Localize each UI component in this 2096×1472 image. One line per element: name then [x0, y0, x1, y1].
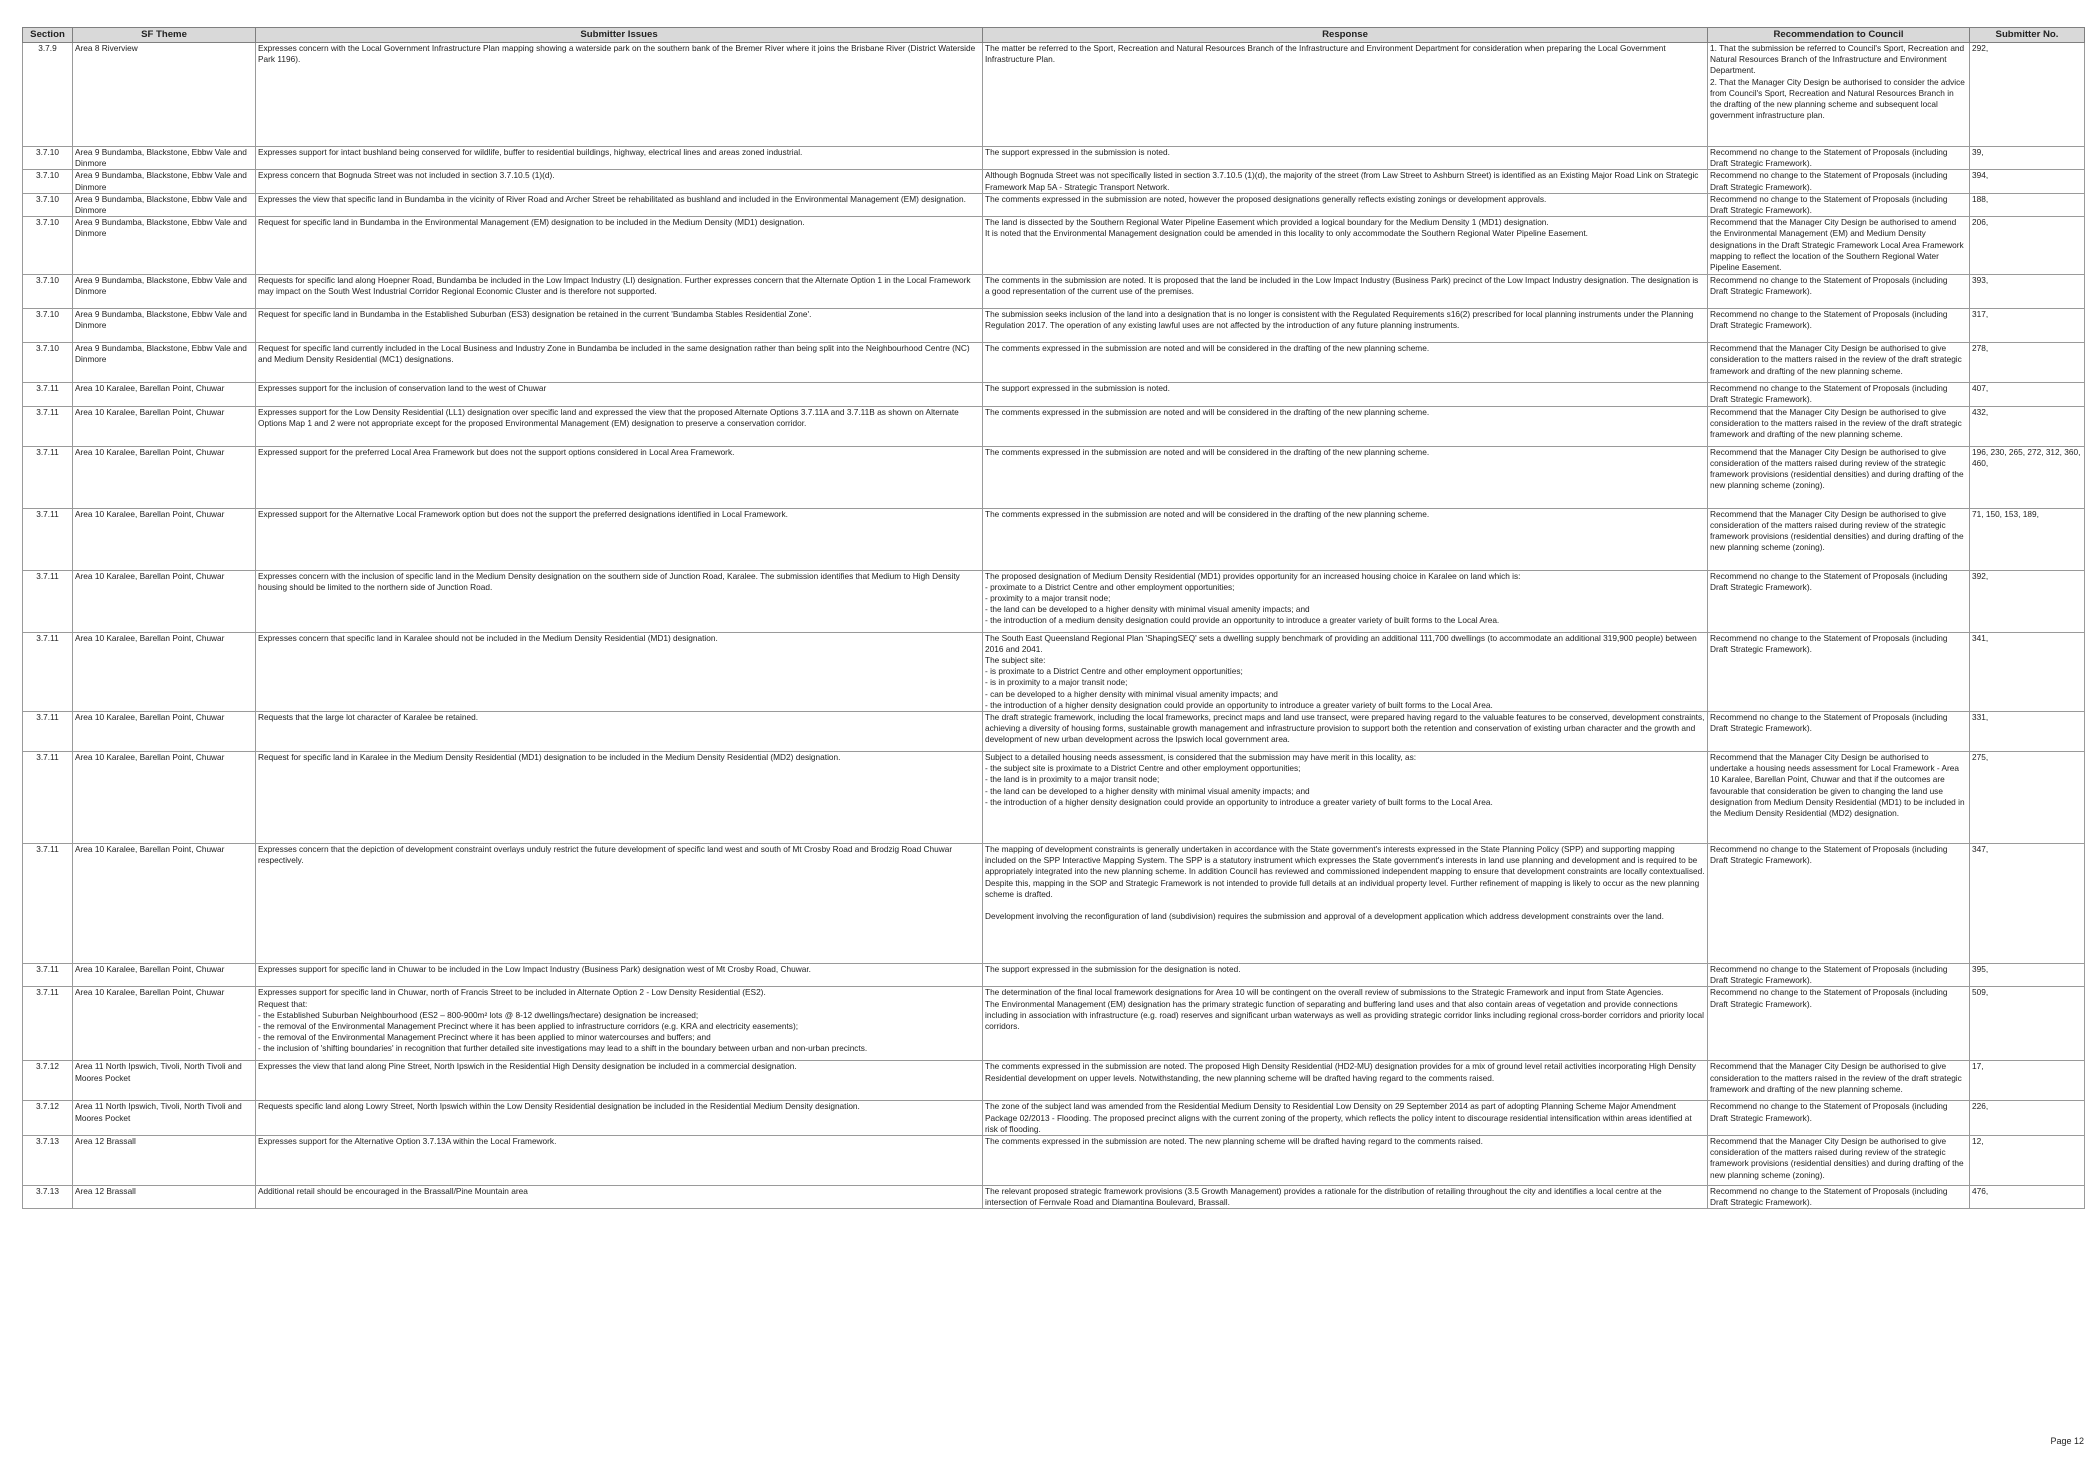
- cell-response: The relevant proposed strategic framework provisions (3.5 Growth Management) provides a rationale for the distribution of retailing throughout the city and identifies a local centre at the intersection of Fernvale Road and Diamantina Boulevard, Brassall.: [983, 1186, 1708, 1209]
- table-row: [23, 1101, 2085, 1136]
- table-row: [23, 446, 2085, 508]
- cell-submitter-no: 17,: [1970, 1061, 2085, 1101]
- cell-recommendation: Recommend no change to the Statement of Proposals (including Draft Strategic Framework).: [1708, 1101, 1970, 1136]
- cell-submitter-no: 196, 230, 265, 272, 312, 360, 460,: [1970, 446, 2085, 508]
- cell-recommendation: Recommend no change to the Statement of Proposals (including Draft Strategic Framework).: [1708, 987, 1970, 1061]
- cell-sf-theme: Area 9 Bundamba, Blackstone, Ebbw Vale and Dinmore: [73, 275, 256, 309]
- cell-submitter-no: 432,: [1970, 406, 2085, 446]
- cell-section: 3.7.11: [23, 844, 73, 964]
- cell-submitter-no: 394,: [1970, 170, 2085, 193]
- cell-recommendation: Recommend that the Manager City Design be authorised to give consideration to the matters raised in the review of the draft strategic framework and drafting of the new planning scheme.: [1708, 1061, 1970, 1101]
- cell-response: The submission seeks inclusion of the land into a designation that is no longer is consistent with the Regulated Requirements s16(2) prescribed for local planning instruments under the Planning Regulation 2017. The operation of any existing lawful uses are not affected by the introduction of any future planning instruments.: [983, 309, 1708, 343]
- cell-recommendation: Recommend that the Manager City Design be authorised to give consideration of the matters raised during review of the strategic framework provisions (residential densities) and during drafting of the new planning scheme (zoning).: [1708, 508, 1970, 570]
- cell-submitter-issues: Request for specific land in Bundamba in the Established Suburban (ES3) designation be retained in the current 'Bundamba Stables Residential Zone'.: [256, 309, 983, 343]
- cell-recommendation: Recommend that the Manager City Design be authorised to give consideration of the matters raised during review of the strategic framework provisions (residential densities) and during drafting of the new planning scheme (zoning).: [1708, 446, 1970, 508]
- cell-response: The comments expressed in the submission are noted. The new planning scheme will be drafted having regard to the comments raised.: [983, 1136, 1708, 1186]
- cell-response: The matter be referred to the Sport, Recreation and Natural Resources Branch of the Infrastructure and Environment Department for consideration when preparing the Local Government Infrastructure Plan.: [983, 43, 1708, 147]
- cell-sf-theme: Area 8 Riverview: [73, 43, 256, 147]
- cell-submitter-issues: Expresses concern that the depiction of development constraint overlays unduly restrict the future development of specific land west and south of Mt Crosby Road and Brodzig Road Chuwar respectively.: [256, 844, 983, 964]
- cell-sf-theme: Area 10 Karalee, Barellan Point, Chuwar: [73, 632, 256, 711]
- table-row: [23, 632, 2085, 711]
- cell-recommendation: Recommend no change to the Statement of Proposals (including Draft Strategic Framework).: [1708, 275, 1970, 309]
- cell-submitter-no: 341,: [1970, 632, 2085, 711]
- cell-submitter-no: 39,: [1970, 147, 2085, 170]
- cell-sf-theme: Area 9 Bundamba, Blackstone, Ebbw Vale and Dinmore: [73, 147, 256, 170]
- cell-sf-theme: Area 10 Karalee, Barellan Point, Chuwar: [73, 712, 256, 752]
- cell-section: 3.7.10: [23, 170, 73, 193]
- cell-section: 3.7.13: [23, 1136, 73, 1186]
- cell-sf-theme: Area 10 Karalee, Barellan Point, Chuwar: [73, 570, 256, 632]
- cell-response: The land is dissected by the Southern Regional Water Pipeline Easement which provided a logical boundary for the Medium Density 1 (MD1) designation. It is noted that the Environmental Management designation could be amended in this locality to only accommodate the Southern Regional Water Pipeline Easement.: [983, 217, 1708, 275]
- cell-recommendation: Recommend no change to the Statement of Proposals (including Draft Strategic Framework).: [1708, 844, 1970, 964]
- cell-submitter-no: 393,: [1970, 275, 2085, 309]
- cell-submitter-issues: Expresses support for the inclusion of conservation land to the west of Chuwar: [256, 383, 983, 406]
- table-row: [23, 987, 2085, 1061]
- header-sf-theme: SF Theme: [73, 28, 256, 43]
- table-row: [23, 193, 2085, 216]
- cell-submitter-issues: Requests specific land along Lowry Street, North Ipswich within the Low Density Residential designation be included in the Residential Medium Density designation.: [256, 1101, 983, 1136]
- submissions-table: [22, 27, 2085, 1209]
- cell-recommendation: Recommend no change to the Statement of Proposals (including Draft Strategic Framework).: [1708, 1186, 1970, 1209]
- cell-recommendation: Recommend no change to the Statement of Proposals (including Draft Strategic Framework).: [1708, 309, 1970, 343]
- cell-sf-theme: Area 12 Brassall: [73, 1186, 256, 1209]
- page-number: Page 12: [2050, 1436, 2084, 1446]
- cell-response: The comments expressed in the submission are noted. The proposed High Density Residential (HD2-MU) designation provides for a mix of ground level retail activities incorporating High Density Residential development on upper levels. Notwithstanding, the new planning scheme will be drafted having regard to the comments raised.: [983, 1061, 1708, 1101]
- cell-submitter-issues: Expresses the view that land along Pine Street, North Ipswich in the Residential High Density designation be included in a commercial designation.: [256, 1061, 983, 1101]
- cell-response: The support expressed in the submission for the designation is noted.: [983, 964, 1708, 987]
- table-row: [23, 1136, 2085, 1186]
- cell-response: The support expressed in the submission is noted.: [983, 383, 1708, 406]
- cell-section: 3.7.11: [23, 570, 73, 632]
- cell-submitter-no: 206,: [1970, 217, 2085, 275]
- cell-submitter-issues: Expresses the view that specific land in Bundamba in the vicinity of River Road and Archer Street be rehabilitated as bushland and included in the Environmental Management (EM) designation.: [256, 193, 983, 216]
- cell-recommendation: 1. That the submission be referred to Council's Sport, Recreation and Natural Resources Branch of the Infrastructure and Environment Department. 2. That the Manager City Design be authorised to consider the advice from Council's Sport, Recreation and Natural Resources Branch in the drafting of the new planning scheme and subsequent local government infrastructure plan.: [1708, 43, 1970, 147]
- cell-sf-theme: Area 9 Bundamba, Blackstone, Ebbw Vale and Dinmore: [73, 193, 256, 216]
- cell-submitter-issues: Request for specific land in Bundamba in the Environmental Management (EM) designation to be included in the Medium Density (MD1) designation.: [256, 217, 983, 275]
- cell-section: 3.7.10: [23, 217, 73, 275]
- cell-submitter-issues: Expresses support for specific land in Chuwar, north of Francis Street to be included in Alternate Option 2 - Low Density Residential (ES2). Request that: - the Established Suburban Neighbourhood (ES2 – 800-900m² lots @ 8-12 dwellings/hectare) designation be increased; - the removal of the Environmental Management Precinct where it has been applied to infrastructure corridors (e.g. KRA and electricity easements); - the removal of the Environmental Management Precinct where it has been applied to minor watercourses and buffers; and - the inclusion of 'shifting boundaries' in recognition that further detailed site investigations may lead to a shift in the boundary between urban and non-urban precincts.: [256, 987, 983, 1061]
- cell-submitter-no: 509,: [1970, 987, 2085, 1061]
- header-section: Section: [23, 28, 73, 43]
- table-row: [23, 147, 2085, 170]
- cell-section: 3.7.10: [23, 309, 73, 343]
- cell-submitter-no: 275,: [1970, 752, 2085, 844]
- table-row: [23, 508, 2085, 570]
- cell-response: The comments expressed in the submission are noted and will be considered in the drafting of the new planning scheme.: [983, 406, 1708, 446]
- cell-sf-theme: Area 9 Bundamba, Blackstone, Ebbw Vale and Dinmore: [73, 170, 256, 193]
- cell-section: 3.7.11: [23, 964, 73, 987]
- cell-response: The support expressed in the submission is noted.: [983, 147, 1708, 170]
- table-row: [23, 570, 2085, 632]
- cell-response: Although Bognuda Street was not specifically listed in section 3.7.10.5 (1)(d), the majority of the street (from Law Street to Ashburn Street) is identified as an Existing Major Road Link on Strategic Framework Map 5A - Strategic Transport Network.: [983, 170, 1708, 193]
- cell-submitter-no: 71, 150, 153, 189,: [1970, 508, 2085, 570]
- cell-sf-theme: Area 10 Karalee, Barellan Point, Chuwar: [73, 752, 256, 844]
- cell-submitter-no: 331,: [1970, 712, 2085, 752]
- cell-sf-theme: Area 11 North Ipswich, Tivoli, North Tivoli and Moores Pocket: [73, 1061, 256, 1101]
- cell-submitter-no: 292,: [1970, 43, 2085, 147]
- cell-submitter-issues: Expresses concern with the inclusion of specific land in the Medium Density designation on the southern side of Junction Road, Karalee. The submission identifies that Medium to High Density housing should be limited to the northern side of Junction Road.: [256, 570, 983, 632]
- table-row: [23, 170, 2085, 193]
- cell-section: 3.7.12: [23, 1061, 73, 1101]
- cell-recommendation: Recommend no change to the Statement of Proposals (including Draft Strategic Framework).: [1708, 193, 1970, 216]
- cell-sf-theme: Area 9 Bundamba, Blackstone, Ebbw Vale and Dinmore: [73, 343, 256, 383]
- cell-submitter-issues: Expresses support for specific land in Chuwar to be included in the Low Impact Industry (Business Park) designation west of Mt Crosby Road, Chuwar.: [256, 964, 983, 987]
- table-row: [23, 1186, 2085, 1209]
- cell-section: 3.7.11: [23, 752, 73, 844]
- cell-recommendation: Recommend no change to the Statement of Proposals (including Draft Strategic Framework).: [1708, 570, 1970, 632]
- cell-recommendation: Recommend no change to the Statement of Proposals (including Draft Strategic Framework).: [1708, 712, 1970, 752]
- header-submitter-issues: Submitter Issues: [256, 28, 983, 43]
- table-row: [23, 752, 2085, 844]
- cell-response: Subject to a detailed housing needs assessment, is considered that the submission may have merit in this locality, as: - the subject site is proximate to a District Centre and other employment opportunities; - the land is in proximity to a major transit node; - the land can be developed to a higher density with minimal visual amenity impacts; and - the introduction of a higher density designation could provide an opportunity to introduce a greater variety of built forms to the Local Area.: [983, 752, 1708, 844]
- table-row: [23, 406, 2085, 446]
- table-row: [23, 712, 2085, 752]
- cell-section: 3.7.11: [23, 383, 73, 406]
- cell-response: The South East Queensland Regional Plan 'ShapingSEQ' sets a dwelling supply benchmark of providing an additional 111,700 dwellings (to accommodate an additional 319,900 people) between 2016 and 2041. The subject site: - is proximate to a District Centre and other employment opportunities; - is in proximity to a major transit node; - can be developed to a higher density with minimal visual amenity impacts; and - the introduction of a higher density designation could provide an opportunity to introduce a greater variety of built forms to the Local Area.: [983, 632, 1708, 711]
- cell-section: 3.7.11: [23, 508, 73, 570]
- cell-submitter-no: 12,: [1970, 1136, 2085, 1186]
- cell-recommendation: Recommend that the Manager City Design be authorised to give consideration to the matters raised in the review of the draft strategic framework and drafting of the new planning scheme.: [1708, 343, 1970, 383]
- table-row: [23, 964, 2085, 987]
- table-row: [23, 1061, 2085, 1101]
- cell-section: 3.7.11: [23, 987, 73, 1061]
- cell-section: 3.7.12: [23, 1101, 73, 1136]
- cell-section: 3.7.11: [23, 632, 73, 711]
- table-row: [23, 844, 2085, 964]
- cell-submitter-no: 392,: [1970, 570, 2085, 632]
- cell-sf-theme: Area 10 Karalee, Barellan Point, Chuwar: [73, 844, 256, 964]
- header-submitter-no: Submitter No.: [1970, 28, 2085, 43]
- cell-submitter-issues: Expresses support for the Low Density Residential (LL1) designation over specific land and expressed the view that the proposed Alternate Options 3.7.11A and 3.7.11B as shown on Alternate Options Map 1 and 2 were not appropriate except for the proposed Environmental Management (EM) designation to preserve a conservation corridor.: [256, 406, 983, 446]
- cell-section: 3.7.10: [23, 193, 73, 216]
- cell-section: 3.7.10: [23, 275, 73, 309]
- cell-section: 3.7.11: [23, 446, 73, 508]
- cell-recommendation: Recommend that the Manager City Design be authorised to give consideration to the matters raised in the review of the draft strategic framework and drafting of the new planning scheme.: [1708, 406, 1970, 446]
- cell-sf-theme: Area 9 Bundamba, Blackstone, Ebbw Vale and Dinmore: [73, 309, 256, 343]
- cell-submitter-issues: Expressed support for the Alternative Local Framework option but does not the support the preferred designations identified in Local Framework.: [256, 508, 983, 570]
- header-row: [23, 28, 2085, 43]
- cell-recommendation: Recommend no change to the Statement of Proposals (including Draft Strategic Framework).: [1708, 170, 1970, 193]
- table-row: [23, 43, 2085, 147]
- cell-section: 3.7.10: [23, 147, 73, 170]
- cell-response: The comments expressed in the submission are noted, however the proposed designations generally reflects existing zonings or development approvals.: [983, 193, 1708, 216]
- table-row: [23, 309, 2085, 343]
- table-row: [23, 343, 2085, 383]
- cell-recommendation: Recommend no change to the Statement of Proposals (including Draft Strategic Framework).: [1708, 147, 1970, 170]
- cell-response: The comments expressed in the submission are noted and will be considered in the drafting of the new planning scheme.: [983, 446, 1708, 508]
- cell-response: The mapping of development constraints is generally undertaken in accordance with the State government's interests expressed in the State Planning Policy (SPP) and supporting mapping included on the SPP Interactive Mapping System. The SPP is a statutory instrument which expresses the State government's interests in land use planning and development and is required to be appropriately integrated into the new planning scheme. In addition Council has reviewed and commissioned independent mapping to ensure that development constraints are locally contextualised. Despite this, mapping in the SOP and Strategic Framework is not intended to provide full details at an individual property level. Further refinement of mapping is likely to occur as the new planning scheme is drafted. Development involving the reconfiguration of land (subdivision) requires the submission and approval of a development application which address development constraints over the land.: [983, 844, 1708, 964]
- table-row: [23, 275, 2085, 309]
- cell-section: 3.7.10: [23, 343, 73, 383]
- cell-submitter-issues: Additional retail should be encouraged in the Brassall/Pine Mountain area: [256, 1186, 983, 1209]
- cell-submitter-issues: Requests that the large lot character of Karalee be retained.: [256, 712, 983, 752]
- cell-sf-theme: Area 10 Karalee, Barellan Point, Chuwar: [73, 383, 256, 406]
- cell-submitter-issues: Requests for specific land along Hoepner Road, Bundamba be included in the Low Impact Industry (LI) designation. Further expresses concern that the Alternate Option 1 in the Local Framework may impact on the South West Industrial Corridor Regional Economic Cluster and is therefore not supported.: [256, 275, 983, 309]
- cell-sf-theme: Area 9 Bundamba, Blackstone, Ebbw Vale and Dinmore: [73, 217, 256, 275]
- header-recommendation: Recommendation to Council: [1708, 28, 1970, 43]
- cell-section: 3.7.13: [23, 1186, 73, 1209]
- cell-recommendation: Recommend no change to the Statement of Proposals (including Draft Strategic Framework).: [1708, 964, 1970, 987]
- cell-submitter-no: 476,: [1970, 1186, 2085, 1209]
- cell-sf-theme: Area 11 North Ipswich, Tivoli, North Tivoli and Moores Pocket: [73, 1101, 256, 1136]
- cell-section: 3.7.11: [23, 712, 73, 752]
- cell-recommendation: Recommend that the Manager City Design be authorised to give consideration of the matters raised during review of the strategic framework provisions (residential densities) and during drafting of the new planning scheme (zoning).: [1708, 1136, 1970, 1186]
- cell-submitter-issues: Expresses concern with the Local Government Infrastructure Plan mapping showing a waterside park on the southern bank of the Bremer River where it joins the Brisbane River (District Waterside Park 1196).: [256, 43, 983, 147]
- cell-submitter-no: 226,: [1970, 1101, 2085, 1136]
- cell-sf-theme: Area 12 Brassall: [73, 1136, 256, 1186]
- cell-sf-theme: Area 10 Karalee, Barellan Point, Chuwar: [73, 987, 256, 1061]
- cell-response: The comments in the submission are noted. It is proposed that the land be included in the Low Impact Industry (Business Park) precinct of the Low Impact Industry designation. The designation is a good representation of the current use of the premises.: [983, 275, 1708, 309]
- cell-submitter-issues: Expressed support for the preferred Local Area Framework but does not the support options considered in Local Area Framework.: [256, 446, 983, 508]
- cell-submitter-issues: Expresses support for the Alternative Option 3.7.13A within the Local Framework.: [256, 1136, 983, 1186]
- cell-submitter-no: 407,: [1970, 383, 2085, 406]
- cell-submitter-issues: Expresses support for intact bushland being conserved for wildlife, buffer to residential buildings, highway, electrical lines and areas zoned industrial.: [256, 147, 983, 170]
- table-row: [23, 217, 2085, 275]
- cell-response: The determination of the final local framework designations for Area 10 will be contingent on the overall review of submissions to the Strategic Framework and input from State Agencies. The Environmental Management (EM) designation has the primary strategic function of separating and buffering land uses and that also contain areas of vegetation and provide connections including in association with infrastructure (e.g. road) reserves and significant urban waterways as well as providing strategic corridor links including regional cross-border corridors and priority local corridors.: [983, 987, 1708, 1061]
- cell-response: The zone of the subject land was amended from the Residential Medium Density to Residential Low Density on 29 September 2014 as part of adopting Planning Scheme Major Amendment Package 02/2013 - Flooding. The proposed precinct aligns with the current zoning of the property, which reflects the policy intent to discourage residential intensification within areas identified at risk of flooding.: [983, 1101, 1708, 1136]
- cell-sf-theme: Area 10 Karalee, Barellan Point, Chuwar: [73, 446, 256, 508]
- cell-submitter-no: 188,: [1970, 193, 2085, 216]
- cell-recommendation: Recommend that the Manager City Design be authorised to amend the Environmental Management (EM) and Medium Density designations in the Draft Strategic Framework Local Area Framework mapping to reflect the location of the Southern Regional Water Pipeline Easement.: [1708, 217, 1970, 275]
- cell-response: The comments expressed in the submission are noted and will be considered in the drafting of the new planning scheme.: [983, 508, 1708, 570]
- cell-submitter-no: 347,: [1970, 844, 2085, 964]
- cell-submitter-issues: Request for specific land in Karalee in the Medium Density Residential (MD1) designation to be included in the Medium Density Residential (MD2) designation.: [256, 752, 983, 844]
- cell-sf-theme: Area 10 Karalee, Barellan Point, Chuwar: [73, 406, 256, 446]
- cell-submitter-issues: Request for specific land currently included in the Local Business and Industry Zone in Bundamba be included in the same designation rather than being split into the Neighbourhood Centre (NC) and Medium Density Residential (MC1) designations.: [256, 343, 983, 383]
- cell-recommendation: Recommend no change to the Statement of Proposals (including Draft Strategic Framework).: [1708, 632, 1970, 711]
- cell-section: 3.7.11: [23, 406, 73, 446]
- cell-response: The proposed designation of Medium Density Residential (MD1) provides opportunity for an increased housing choice in Karalee on land which is: - proximate to a District Centre and other employment opportunities; - proximity to a major transit node; - the land can be developed to a higher density with minimal visual amenity impacts; and - the introduction of a medium density designation could provide an opportunity to introduce a greater variety of built forms to the Local Area.: [983, 570, 1708, 632]
- cell-sf-theme: Area 10 Karalee, Barellan Point, Chuwar: [73, 508, 256, 570]
- cell-submitter-no: 317,: [1970, 309, 2085, 343]
- cell-submitter-issues: Expresses concern that specific land in Karalee should not be included in the Medium Density Residential (MD1) designation.: [256, 632, 983, 711]
- cell-submitter-no: 278,: [1970, 343, 2085, 383]
- cell-section: 3.7.9: [23, 43, 73, 147]
- table-row: [23, 383, 2085, 406]
- cell-submitter-no: 395,: [1970, 964, 2085, 987]
- cell-recommendation: Recommend that the Manager City Design be authorised to undertake a housing needs assessment for Local Framework - Area 10 Karalee, Barellan Point, Chuwar and that if the outcomes are favourable that consideration be given to changing the land use designation from Medium Density Residential (MD1) to be included in the Medium Density Residential (MD2) designation.: [1708, 752, 1970, 844]
- cell-sf-theme: Area 10 Karalee, Barellan Point, Chuwar: [73, 964, 256, 987]
- cell-response: The draft strategic framework, including the local frameworks, precinct maps and land use transect, were prepared having regard to the valuable features to be conserved, development constraints, achieving a diversity of housing forms, sustainable growth management and infrastructure provision to support both the retention and conservation of existing urban character and the growth and development of new urban development across the Ipswich local government area.: [983, 712, 1708, 752]
- header-response: Response: [983, 28, 1708, 43]
- cell-submitter-issues: Express concern that Bognuda Street was not included in section 3.7.10.5 (1)(d).: [256, 170, 983, 193]
- cell-recommendation: Recommend no change to the Statement of Proposals (including Draft Strategic Framework).: [1708, 383, 1970, 406]
- cell-response: The comments expressed in the submission are noted and will be considered in the drafting of the new planning scheme.: [983, 343, 1708, 383]
